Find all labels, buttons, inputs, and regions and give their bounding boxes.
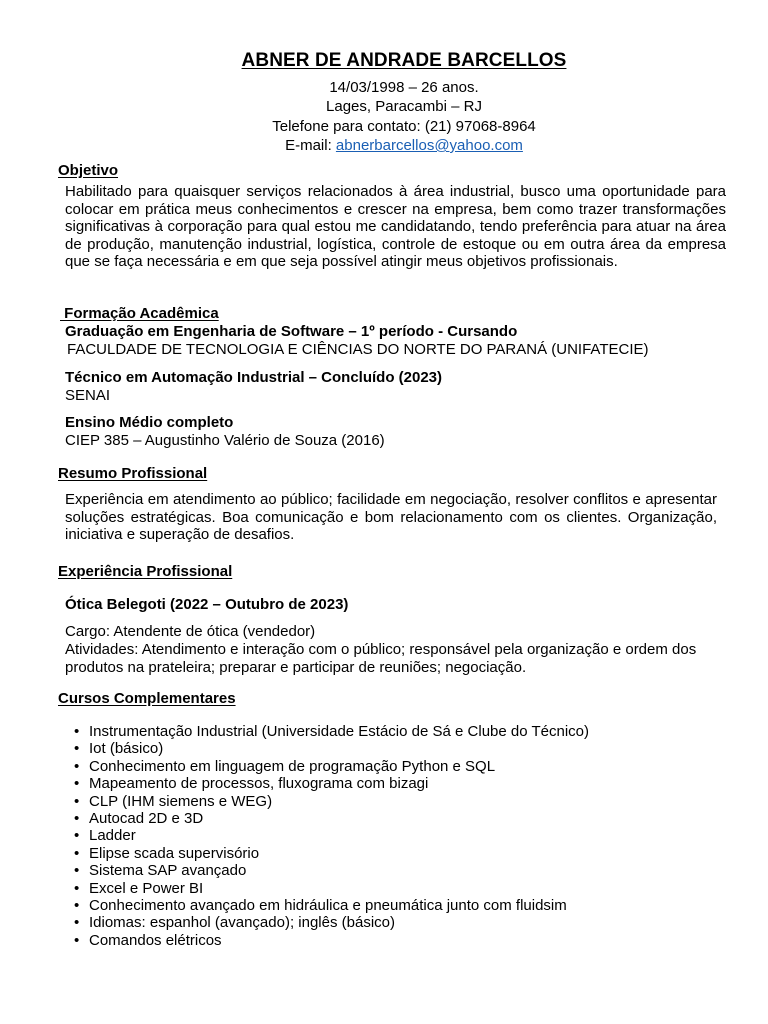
course-label: Conhecimento avançado em hidráulica e pneumática junto com fluidsim — [89, 896, 567, 914]
bullet: • — [74, 844, 80, 862]
bullet: • — [74, 775, 80, 793]
course-label: Comandos elétricos — [89, 931, 222, 949]
course-label: Autocad 2D e 3D — [89, 809, 204, 827]
list-item — [74, 932, 589, 949]
email-line — [0, 137, 768, 154]
course-label: Ladder — [89, 827, 136, 845]
bullet: • — [74, 879, 80, 897]
summary-heading: Resumo Profissional — [58, 465, 208, 482]
experience-heading: Experiência Profissional — [58, 563, 233, 580]
courses-heading: Cursos Complementares — [58, 690, 236, 707]
phone: Telefone para contato: (21) 97068-8964 — [272, 118, 536, 135]
email-link[interactable]: abnerbarcellos@yahoo.com — [335, 137, 523, 154]
education-heading-label: Formação Acadêmica — [60, 305, 219, 322]
bullet: • — [74, 740, 80, 758]
list-item — [74, 880, 589, 897]
candidate-name: ABNER DE ANDRADE BARCELLOS — [241, 50, 567, 71]
bullet: • — [74, 723, 80, 740]
education-title-3: Ensino Médio completo — [65, 414, 234, 431]
education-institution-3: CIEP 385 – Augustinho Valério de Souza (2016) — [65, 432, 385, 449]
course-label: Instrumentação Industrial (Universidade Estácio de Sá e Clube do Técnico) — [89, 723, 589, 740]
objective-heading: Objetivo — [58, 162, 119, 179]
email-label: E-mail: — [285, 137, 336, 154]
list-item — [74, 775, 589, 792]
list-item — [74, 740, 589, 757]
list-item — [74, 862, 589, 879]
course-label: Excel e Power BI — [89, 879, 204, 897]
education-title-1: Graduação em Engenharia de Software – 1º período - Cursando — [65, 323, 518, 340]
objective-text: Habilitado para quaisquer serviços relacionados à área industrial, busco uma oportunidade para colocar em prática meus conhecimentos e crescer na empresa, bem como trazer transformações significativas à corporação para qual estou me candidatando, tendo preferência para atuar na área de produção, manutenção industrial, logística, controle de estoque ou em outra área da empresa que se faça necessária e em que seja possível atingir meus objetivos profissionais. — [65, 183, 726, 271]
course-label: Iot (básico) — [89, 740, 164, 758]
course-label: Sistema SAP avançado — [89, 862, 247, 880]
bullet: • — [74, 757, 80, 775]
course-label: Conhecimento em linguagem de programação Python e SQL — [89, 757, 496, 775]
list-item — [74, 914, 589, 931]
list-item — [74, 758, 589, 775]
course-label: Elipse scada supervisório — [89, 844, 260, 862]
list-item — [74, 845, 589, 862]
bullet: • — [74, 931, 80, 949]
bullet: • — [74, 792, 80, 810]
education-title-2: Técnico em Automação Industrial – Concluído (2023) — [65, 369, 443, 386]
summary-text: Experiência em atendimento ao público; facilidade em negociação, resolver conflitos e apresentar soluções estratégicas. Boa comunicação e bom relacionamento com os clientes. Organização, iniciativa e superação de desafios. — [65, 491, 717, 544]
experience-company: Ótica Belegoti (2022 – Outubro de 2023) — [65, 596, 349, 613]
list-item — [74, 723, 589, 740]
birth-date: 14/03/1998 – 26 anos. — [329, 79, 479, 96]
experience-role: Cargo: Atendente de ótica (vendedor) — [65, 623, 316, 640]
education-institution-2: SENAI — [65, 387, 111, 404]
course-label: Mapeamento de processos, fluxograma com bizagi — [89, 775, 429, 793]
bullet: • — [74, 896, 80, 914]
course-label: Idiomas: espanhol (avançado); inglês (básico) — [89, 914, 395, 932]
education-institution-1: FACULDADE DE TECNOLOGIA E CIÊNCIAS DO NORTE DO PARANÁ (UNIFATECIE) — [67, 341, 649, 358]
location: Lages, Paracambi – RJ — [326, 98, 482, 115]
course-label: CLP (IHM siemens e WEG) — [89, 792, 273, 810]
courses-list — [74, 723, 589, 949]
bullet: • — [74, 809, 80, 827]
list-item — [74, 897, 589, 914]
education-heading — [60, 305, 219, 322]
bullet: • — [74, 914, 80, 932]
experience-activities: Atividades: Atendimento e interação com o público; responsável pela organização e ordem dos produtos na prateleira; preparar e participar de reuniões; negociação. — [65, 641, 697, 676]
list-item — [74, 827, 589, 844]
list-item — [74, 810, 589, 827]
bullet: • — [74, 862, 80, 880]
list-item — [74, 793, 589, 810]
bullet: • — [74, 827, 80, 845]
